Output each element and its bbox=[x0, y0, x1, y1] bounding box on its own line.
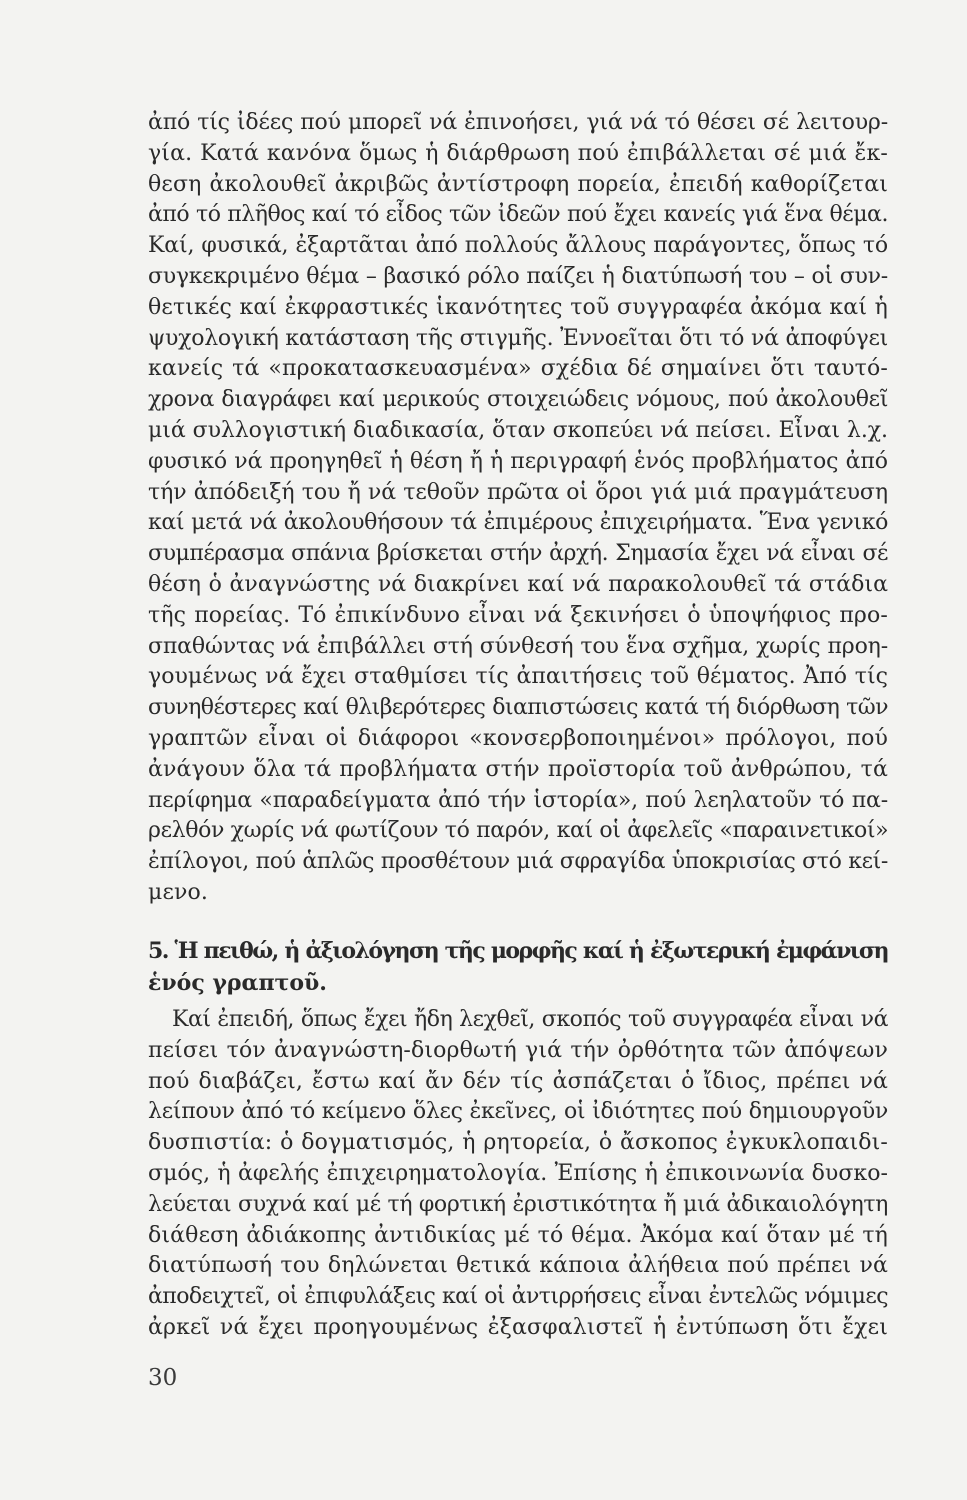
text-line: θεση ἀκολουθεῖ ἀκριβῶς ἀντίστροφη πορεία, ἐπειδή καθορίζεται bbox=[148, 171, 888, 197]
text-line: σμός, ἡ ἀφελής ἐπιχειρηματολογία. Ἐπίσης ἡ ἐπικοινωνία δυσκο- bbox=[148, 1160, 888, 1186]
text-line: σπαθώντας νά ἐπιβάλλει στή σύνθεσή του ἕνα σχῆμα, χωρίς προη- bbox=[148, 633, 888, 659]
text-line: συμπέρασμα σπάνια βρίσκεται στήν ἀρχή. Σημασία ἔχει νά εἶναι σέ bbox=[148, 541, 888, 567]
section-heading bbox=[148, 935, 888, 999]
text-line: Καί ἐπειδή, ὅπως ἔχει ἤδη λεχθεῖ, σκοπός τοῦ συγγραφέα εἶναι νά bbox=[172, 1007, 888, 1032]
text-line: μενο. bbox=[148, 879, 209, 905]
text-line: γραπτῶν εἶναι οἱ διάφοροι «κονσερβοποιημένοι» πρόλογοι, πού bbox=[148, 725, 888, 751]
text-line: γουμένως νά ἔχει σταθμίσει τίς ἀπαιτήσεις τοῦ θέματος. Ἀπό τίς bbox=[148, 664, 888, 690]
text-line: χρονα διαγράφει καί μερικούς στοιχειώδεις νόμους, πού ἀκολουθεῖ bbox=[148, 387, 888, 413]
text-line: μιά συλλογιστική διαδικασία, ὅταν σκοπεύει νά πείσει. Εἶναι λ.χ. bbox=[148, 417, 888, 443]
text-line: καί μετά νά ἀκολουθήσουν τά ἐπιμέρους ἐπιχειρήματα. Ἕνα γενικό bbox=[148, 510, 888, 536]
text-line: συνηθέστερες καί θλιβερότερες διαπιστώσεις κατά τή διόρθωση τῶν bbox=[148, 695, 888, 721]
text-line: κανείς τά «προκατασκευασμένα» σχέδια δέ σημαίνει ὅτι ταυτό- bbox=[148, 356, 888, 382]
text-line: ἐπίλογοι, πού ἁπλῶς προσθέτουν μιά σφραγίδα ὑποκρισίας στό κεί- bbox=[148, 849, 888, 875]
text-line: Καί, φυσικά, ἐξαρτᾶται ἀπό πολλούς ἄλλους παράγοντες, ὅπως τό bbox=[148, 233, 888, 259]
text-line: ἀπό τό πλῆθος καί τό εἶδος τῶν ἰδεῶν πού ἔχει κανείς γιά ἕνα θέμα. bbox=[148, 202, 888, 228]
text-line: περίφημα «παραδείγματα ἀπό τήν ἱστορία», πού λεηλατοῦν τό πα- bbox=[148, 787, 888, 813]
text-line: διατύπωσή του δηλώνεται θετικά κάποια ἀλήθεια πού πρέπει νά bbox=[148, 1253, 888, 1279]
text-line: ἀρκεῖ νά ἔχει προηγουμένως ἐξασφαλιστεῖ ἡ ἐντύπωση ὅτι ἔχει bbox=[148, 1314, 888, 1340]
text-line: τῆς πορείας. Τό ἐπικίνδυνο εἶναι νά ξεκινήσει ὁ ὑποψήφιος προ- bbox=[148, 602, 888, 628]
section-title-part-1: Ἡ πειθώ, ἡ ἀξιολόγηση τῆς μορφῆς καί ἡ ἐξωτερική ἐμφάνιση bbox=[174, 938, 888, 964]
text-line: συγκεκριμένο θέμα – βασικό ρόλο παίζει ἡ διατύπωσή του – οἱ συν- bbox=[148, 263, 888, 289]
text-line: θετικές καί ἐκφραστικές ἱκανότητες τοῦ συγγραφέα ἀκόμα καί ἡ bbox=[148, 294, 888, 320]
text-line: πού διαβάζει, ἔστω καί ἄν δέν τίς ἀσπάζεται ὁ ἴδιος, πρέπει νά bbox=[148, 1068, 888, 1094]
text-line: ρελθόν χωρίς νά φωτίζουν τό παρόν, καί οἱ ἀφελεῖς «παραινετικοί» bbox=[148, 818, 889, 844]
text-line: λεύεται συχνά καί μέ τή φορτική ἐριστικότητα ἤ μιά ἀδικαιολόγητη bbox=[148, 1191, 888, 1217]
text-line: ψυχολογική κατάσταση τῆς στιγμῆς. Ἐννοεῖται ὅτι τό νά ἀποφύγει bbox=[148, 325, 888, 351]
text-line: διάθεση ἀδιάκοπης ἀντιδικίας μέ τό θέμα. Ἀκόμα καί ὅταν μέ τή bbox=[148, 1222, 888, 1248]
text-line: θέση ὁ ἀναγνώστης νά διακρίνει καί νά παρακολουθεῖ τά στάδια bbox=[148, 571, 888, 597]
page-number: 30 bbox=[148, 1365, 178, 1391]
body-paragraph-1 bbox=[148, 108, 888, 909]
text-line: γία. Κατά κανόνα ὅμως ἡ διάρθρωση πού ἐπιβάλλεται σέ μιά ἔκ- bbox=[148, 140, 888, 166]
text-line: φυσικό νά προηγηθεῖ ἡ θέση ἤ ἡ περιγραφή ἑνός προβλήματος ἀπό bbox=[148, 448, 888, 474]
text-line: ἀποδειχτεῖ, οἱ ἐπιφυλάξεις καί οἱ ἀντιρρήσεις εἶναι ἐντελῶς νόμιμες bbox=[148, 1284, 888, 1310]
text-line: δυσπιστία: ὁ δογματισμός, ἡ ρητορεία, ὁ ἄσκοπος ἐγκυκλοπαιδι- bbox=[148, 1130, 888, 1156]
text-line: ἀνάγουν ὅλα τά προβλήματα στήν προϊστορία τοῦ ἀνθρώπου, τά bbox=[148, 756, 888, 782]
text-line: ἀπό τίς ἰδέες πού μπορεῖ νά ἐπινοήσει, γιά νά τό θέσει σέ λειτουρ- bbox=[148, 110, 888, 135]
section-title-part-2: ἑνός γραπτοῦ. bbox=[148, 970, 327, 996]
text-line: πείσει τόν ἀναγνώστη-διορθωτή γιά τήν ὀρθότητα τῶν ἀπόψεων bbox=[148, 1037, 888, 1063]
text-line: τήν ἀπόδειξή του ἤ νά τεθοῦν πρῶτα οἱ ὅροι γιά μιά πραγμάτευση bbox=[148, 479, 888, 505]
section-number: 5. bbox=[148, 938, 168, 964]
text-line: λείπουν ἀπό τό κείμενο ὅλες ἐκεῖνες, οἱ ἰδιότητες πού δημιουργοῦν bbox=[148, 1099, 888, 1125]
section-heading-line-1 bbox=[148, 935, 888, 967]
body-paragraph-2 bbox=[148, 1005, 888, 1344]
